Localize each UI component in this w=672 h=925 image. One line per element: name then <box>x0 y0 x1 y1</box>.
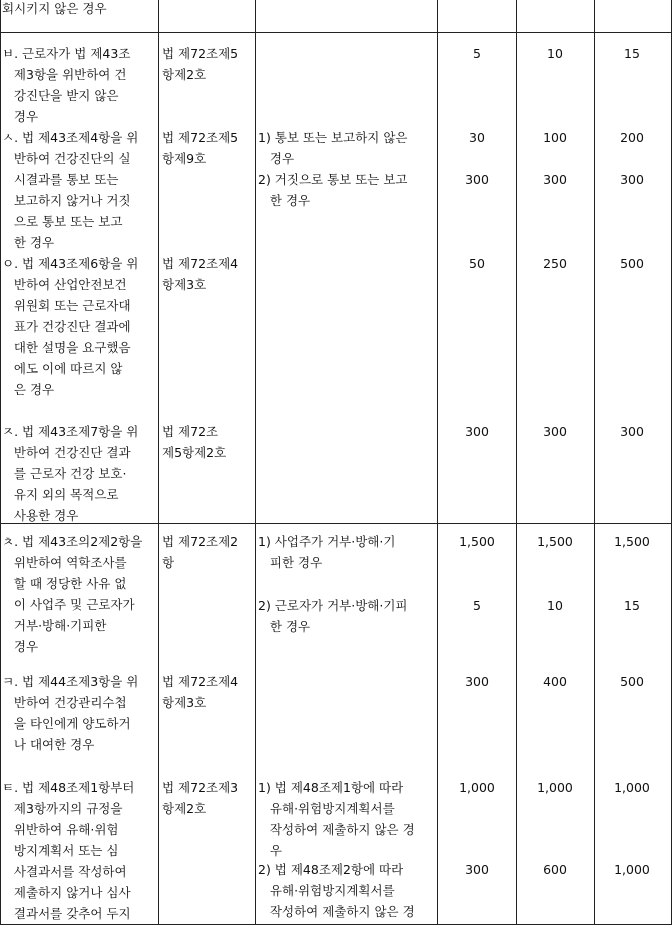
third-violation-amount: 500 <box>620 256 644 271</box>
sub-condition-text: 작성하여 제출하지 않은 경 <box>258 822 415 837</box>
violation-item-text: 반하여 건강진단의 실 <box>2 151 131 166</box>
violation-item-text: 위반하여 역학조사를 <box>2 555 127 570</box>
violation-item-text: 강진단을 받지 않은 <box>2 88 119 103</box>
sub-condition-text: 2) 근로자가 거부·방해·기피 <box>258 598 408 613</box>
third-violation-amount: 1,000 <box>614 862 650 877</box>
first-violation-amount: 30 <box>469 130 485 145</box>
sub-condition-text: 우 <box>258 843 282 858</box>
legal-basis-text: 법 제72조제5 <box>162 130 239 145</box>
table-row-border <box>0 32 672 33</box>
violation-item-text: 사결과서를 작성하여 <box>2 864 127 879</box>
violation-item-text: 을 타인에게 양도하거 <box>2 716 131 731</box>
second-violation-amount: 100 <box>543 130 567 145</box>
first-violation-amount: 300 <box>465 862 489 877</box>
first-violation-amount: 300 <box>465 424 489 439</box>
first-violation-amount: 1,000 <box>459 780 495 795</box>
violation-item-text: ㅈ. 법 제43조제7항을 위 <box>2 424 139 439</box>
violation-item-text: 시결과를 통보 또는 <box>2 172 119 187</box>
legal-basis-text: 항 <box>162 555 175 570</box>
violation-item-text: 유지 외의 목적으로 <box>2 487 119 502</box>
legal-basis-text: 항제9호 <box>162 151 207 166</box>
sub-condition-text: 1) 통보 또는 보고하지 않은 <box>258 130 408 145</box>
violation-item-text: ㅋ. 법 제44조제3항을 위 <box>2 674 139 689</box>
violation-item-text: 경우 <box>2 639 39 654</box>
legal-basis-text: 법 제72조제5 <box>162 46 239 61</box>
second-violation-amount: 250 <box>543 256 567 271</box>
second-violation-amount: 600 <box>543 862 567 877</box>
first-violation-amount: 5 <box>473 46 481 61</box>
violation-item-text: 은 경우 <box>2 382 55 397</box>
violation-item-text: 반하여 건강진단 결과 <box>2 445 131 460</box>
second-violation-amount: 10 <box>547 46 563 61</box>
sub-condition-text: 2) 법 제48조제2항에 따라 <box>258 862 404 877</box>
sub-condition-text: 1) 법 제48조제1항에 따라 <box>258 780 404 795</box>
second-violation-amount: 300 <box>543 424 567 439</box>
legal-basis-text: 항제2호 <box>162 67 207 82</box>
third-violation-amount: 1,000 <box>614 780 650 795</box>
third-violation-amount: 500 <box>620 674 644 689</box>
second-violation-amount: 10 <box>547 598 563 613</box>
violation-item-text: ㅊ. 법 제43조의2제2항을 <box>2 534 143 549</box>
violation-item-text: 제3항까지의 규정을 <box>2 801 123 816</box>
first-violation-amount: 300 <box>465 172 489 187</box>
sub-condition-text: 작성하여 제출하지 않은 경 <box>258 904 415 919</box>
violation-item-text: 경우 <box>2 109 39 124</box>
violation-item-text: 에도 이에 따르지 않 <box>2 361 123 376</box>
violation-item-text: 으로 통보 또는 보고 <box>2 214 123 229</box>
first-violation-amount: 1,500 <box>459 534 495 549</box>
violation-item-text: 할 때 정당한 사유 없 <box>2 576 127 591</box>
violation-item-text: 제출하지 않거나 심사 <box>2 885 131 900</box>
third-violation-amount: 15 <box>624 598 640 613</box>
violation-item-text: ㅌ. 법 제48조제1항부터 <box>2 780 135 795</box>
sub-condition-text: 한 경우 <box>258 619 311 634</box>
legal-basis-text: 항제2호 <box>162 801 207 816</box>
legal-basis-text: 법 제72조제2 <box>162 534 239 549</box>
violation-item-text: 거부·방해·기피한 <box>2 618 107 633</box>
second-violation-amount: 1,000 <box>537 780 573 795</box>
sub-condition-text: 2) 거짓으로 통보 또는 보고 <box>258 172 408 187</box>
violation-item-text: ㅇ. 법 제43조제6항을 위 <box>2 256 139 271</box>
violation-item-text: 보고하지 않거나 거짓 <box>2 193 131 208</box>
third-violation-amount: 200 <box>620 130 644 145</box>
violation-item-text: 회시키지 않은 경우 <box>2 1 107 16</box>
third-violation-amount: 1,500 <box>614 534 650 549</box>
table-column-border <box>0 0 1 925</box>
second-violation-amount: 300 <box>543 172 567 187</box>
violation-item-text: 이 사업주 및 근로자가 <box>2 597 135 612</box>
violation-item-text: ㅅ. 법 제43조제4항을 위 <box>2 130 139 145</box>
violation-item-text: 나 대여한 경우 <box>2 737 95 752</box>
second-violation-amount: 1,500 <box>537 534 573 549</box>
violation-item-text: 대한 설명을 요구했음 <box>2 340 131 355</box>
sub-condition-text: 한 경우 <box>258 193 311 208</box>
violation-item-text: 한 경우 <box>2 235 55 250</box>
violation-item-text: 결과서를 갖추어 두지 <box>2 906 131 921</box>
violation-item-text: 방지계획서 또는 심 <box>2 843 119 858</box>
third-violation-amount: 15 <box>624 46 640 61</box>
violation-item-text: 반하여 산업안전보건 <box>2 277 127 292</box>
legal-basis-text: 항제3호 <box>162 695 207 710</box>
first-violation-amount: 300 <box>465 674 489 689</box>
legal-basis-text: 법 제72조 <box>162 424 219 439</box>
violation-item-text: 사용한 경우 <box>2 508 79 523</box>
legal-basis-text: 법 제72조제4 <box>162 256 239 271</box>
legal-basis-text: 제5항제2호 <box>162 445 227 460</box>
second-violation-amount: 400 <box>543 674 567 689</box>
first-violation-amount: 50 <box>469 256 485 271</box>
legal-basis-text: 법 제72조제4 <box>162 674 239 689</box>
sub-condition-text: 피한 경우 <box>258 555 323 570</box>
sub-condition-text: 유해·위험방지계획서를 <box>258 801 395 816</box>
table-row-border <box>0 523 672 524</box>
violation-item-text: ㅂ. 근로자가 법 제43조 <box>2 46 131 61</box>
violation-item-text: 표가 건강진단 결과에 <box>2 319 131 334</box>
table-column-border <box>158 0 159 925</box>
violation-item-text: 를 근로자 건강 보호· <box>2 466 127 481</box>
legal-basis-text: 법 제72조제3 <box>162 780 239 795</box>
legal-basis-text: 항제3호 <box>162 277 207 292</box>
sub-condition-text: 경우 <box>258 151 295 166</box>
violation-item-text: 위원회 또는 근로자대 <box>2 298 131 313</box>
violation-item-text: 제3항을 위반하여 건 <box>2 67 127 82</box>
table-column-border <box>255 0 256 925</box>
sub-condition-text: 1) 사업주가 거부·방해·기 <box>258 534 396 549</box>
first-violation-amount: 5 <box>473 598 481 613</box>
third-violation-amount: 300 <box>620 172 644 187</box>
violation-item-text: 위반하여 유해·위험 <box>2 822 119 837</box>
sub-condition-text: 유해·위험방지계획서를 <box>258 883 395 898</box>
third-violation-amount: 300 <box>620 424 644 439</box>
violation-item-text: 반하여 건강관리수첩 <box>2 695 127 710</box>
